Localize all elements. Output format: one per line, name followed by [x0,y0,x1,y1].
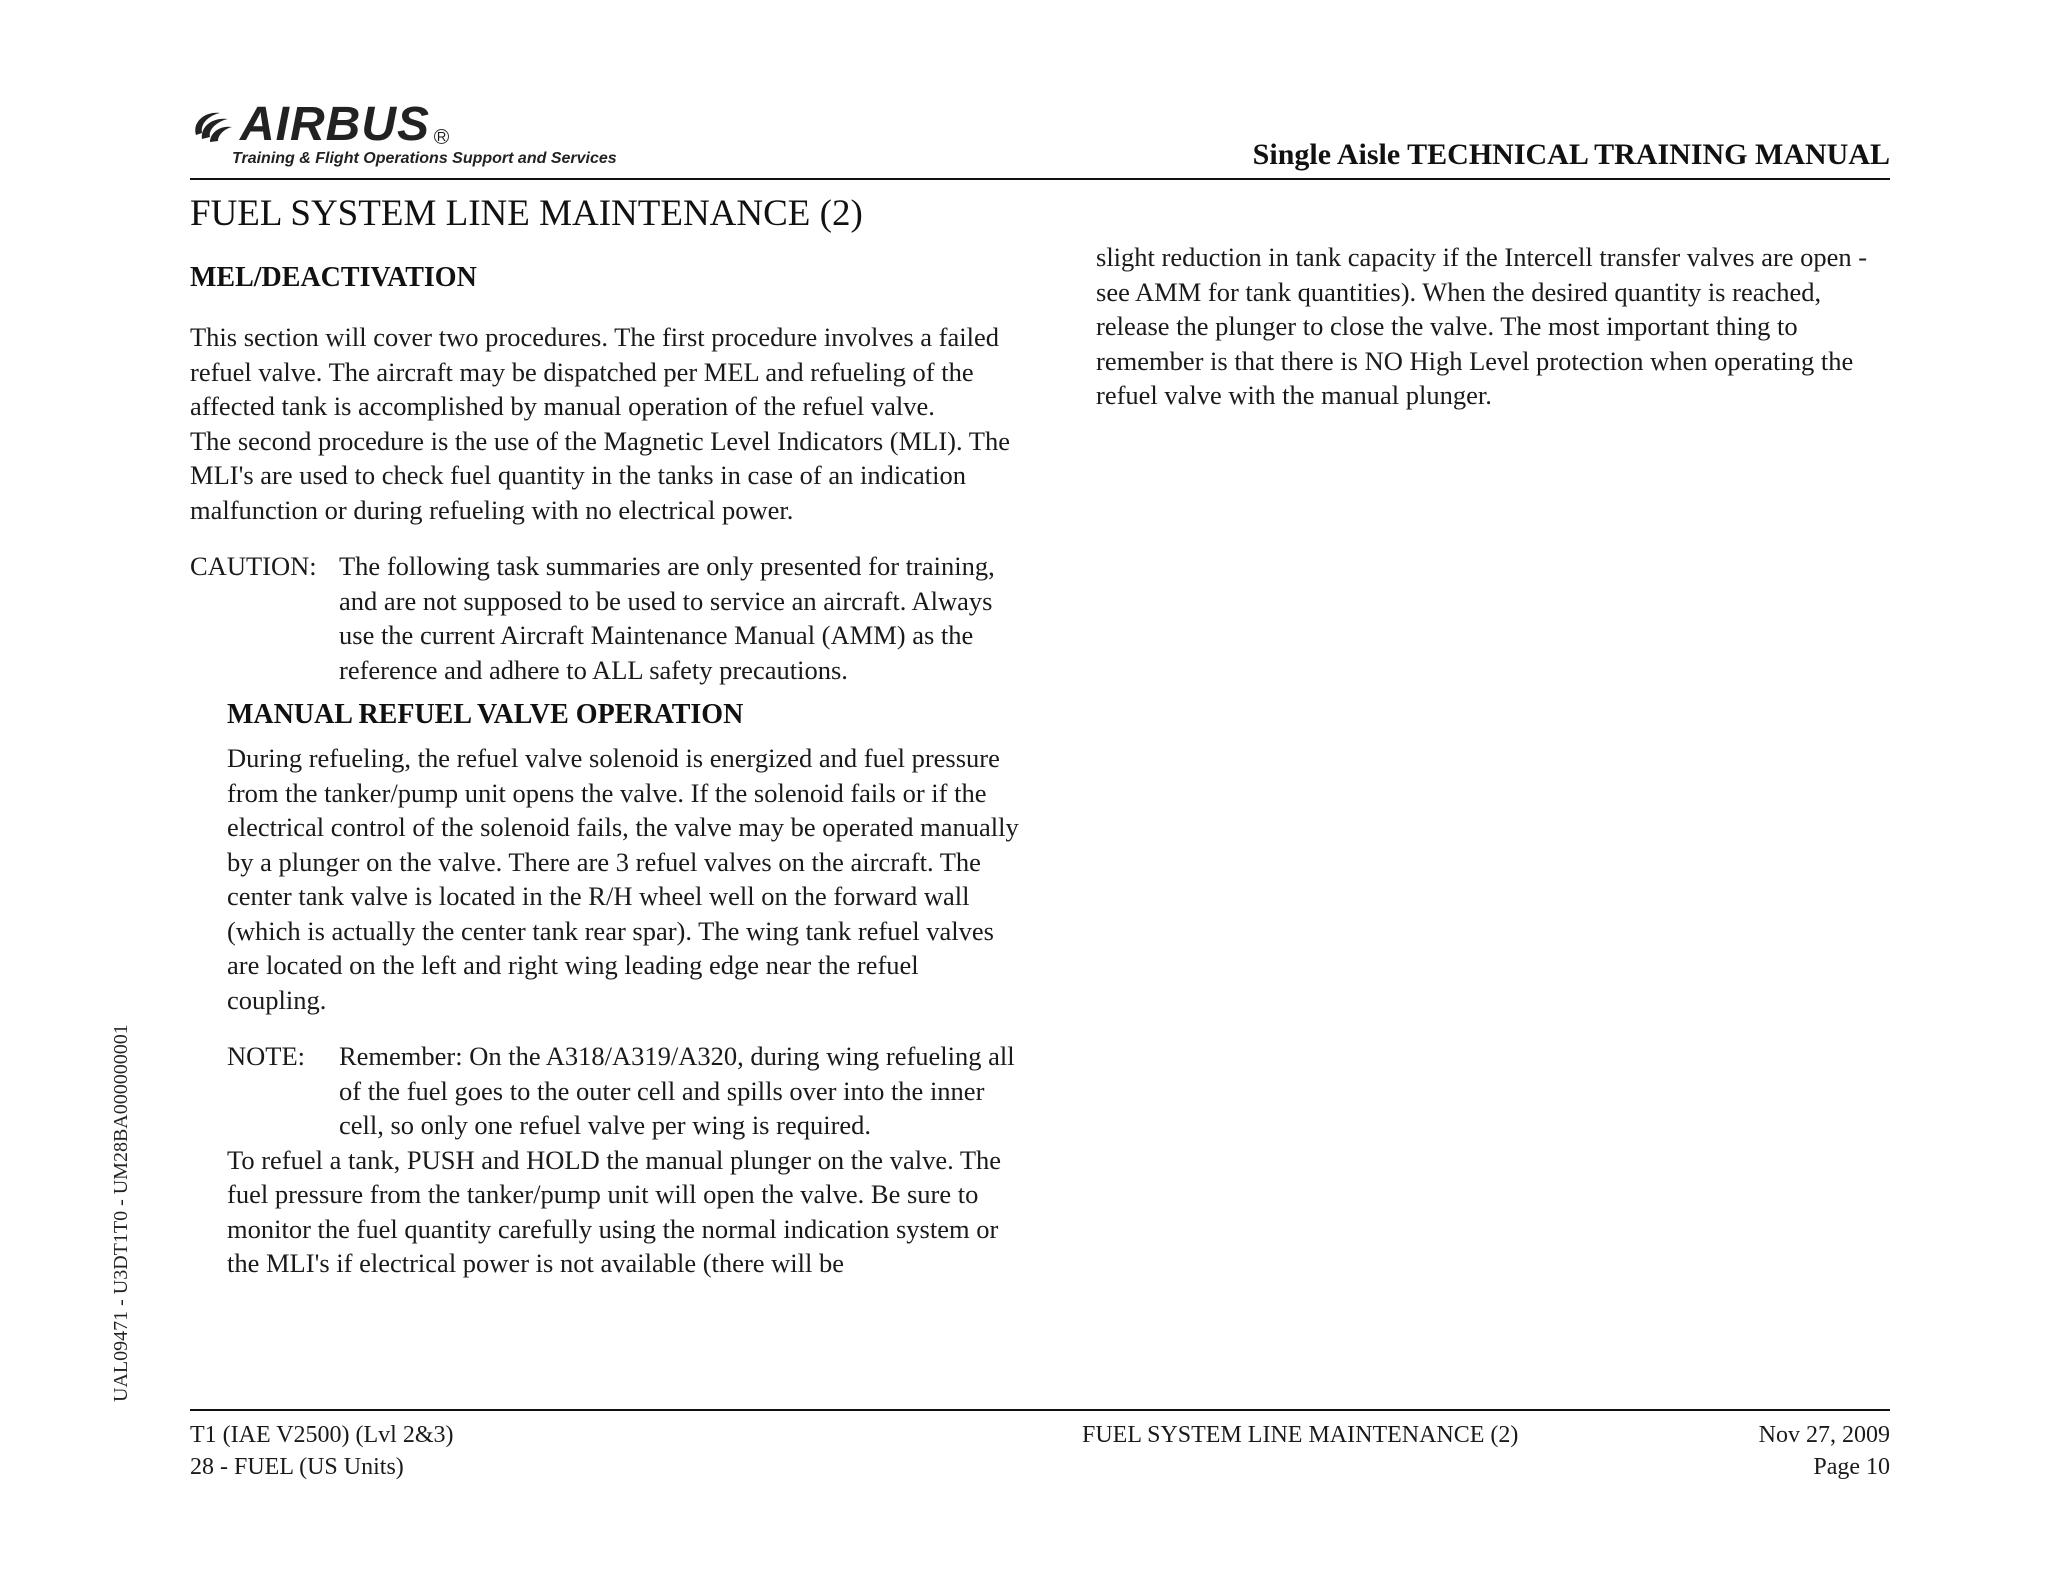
manual-operation-paragraph: During refueling, the refuel valve solenoid is energized and fuel pressure from the tanker/pump unit opens the valve. If the solenoid fails or if the electrical control of the solenoid fails, the valve may be operated manually by a plunger on the valve. There are 3 refuel valves on the aircraft. The center tank valve is located in the R/H wheel well on the forward wall (which is actually the center tank rear spar). The wing tank refuel valves are located on the left and right wing leading edge near the refuel coupling. [227,743,1019,1015]
refuel-procedure-paragraph: To refuel a tank, PUSH and HOLD the manual plunger on the valve. The fuel pressure from the tanker/pump unit will open the valve. Be sure to monitor the fuel quantity carefully using the normal indication system or the MLI's if electrical power is not available (there will be [227,1144,1002,1278]
left-column [190,262,1020,1281]
airbus-swirl-icon [190,105,234,145]
footer-page-number: Page 10 [1813,1454,1890,1480]
footer-right [1759,1419,1890,1483]
footer-center [1082,1419,1518,1451]
right-column [1096,240,1890,413]
note-label: NOTE: [227,1041,306,1071]
side-reference-code: UAL09471 - U3DT1T0 - UM28BA000000001 [110,1024,132,1402]
manual-title: Single Aisle TECHNICAL TRAINING MANUAL [1252,138,1890,171]
registered-mark-icon: R [434,129,449,144]
note-block [227,1039,1020,1143]
footer-divider [190,1409,1890,1411]
intro-paragraph-1: This section will cover two procedures. The first procedure involves a failed refuel valve. The aircraft may be dispatched per MEL and refueling of the affected tank is accomplished by manual operation of the refuel valve. [190,322,999,421]
manual-refuel-section [190,699,1020,1281]
caution-label: CAUTION: [190,551,317,581]
intro-paragraph-2: The second procedure is the use of the Magnetic Level Indicators (MLI). The MLI's are used to check fuel quantity in the tanks in case of an indication malfunction or during refueling with no electrical power. [190,425,1010,525]
logo-text: AIRBUS [240,98,431,151]
header-divider [190,178,1890,180]
airbus-logo [190,98,690,168]
footer-date: Nov 27, 2009 [1758,1422,1890,1448]
footer-section: FUEL SYSTEM LINE MAINTENANCE (2) [1082,1422,1519,1448]
footer-chapter: 28 - FUEL (US Units) [190,1454,404,1480]
sub-heading: MANUAL REFUEL VALVE OPERATION [227,699,744,730]
note-text: Remember: On the A318/A319/A320, during wing refueling all of the fuel goes to the outer cell and spills over into the inner cell, so only one refuel valve per wing is required. [339,1041,1015,1140]
page-title: FUEL SYSTEM LINE MAINTENANCE (2) [190,193,863,234]
logo-mark [190,98,690,151]
footer-course: T1 (IAE V2500) (Lvl 2&3) [190,1422,454,1448]
footer-left [190,1419,454,1483]
logo-tagline: Training & Flight Operations Support and Services [232,150,617,167]
caution-text: The following task summaries are only presented for training, and are not supposed to be used to service an aircraft. Always use the current Aircraft Maintenance Manual (AMM) as the reference and adhere to ALL safety precautions. [339,551,995,685]
section-heading: MEL/DEACTIVATION [190,262,477,293]
caution-block [190,549,1020,687]
continued-paragraph: slight reduction in tank capacity if the Intercell transfer valves are open - see AMM for tank quantities). When the desired quantity is reached, release the plunger to close the valve. The most important thing to remember is that there is NO High Level protection when operating the refuel valve with the manual plunger. [1096,242,1868,410]
